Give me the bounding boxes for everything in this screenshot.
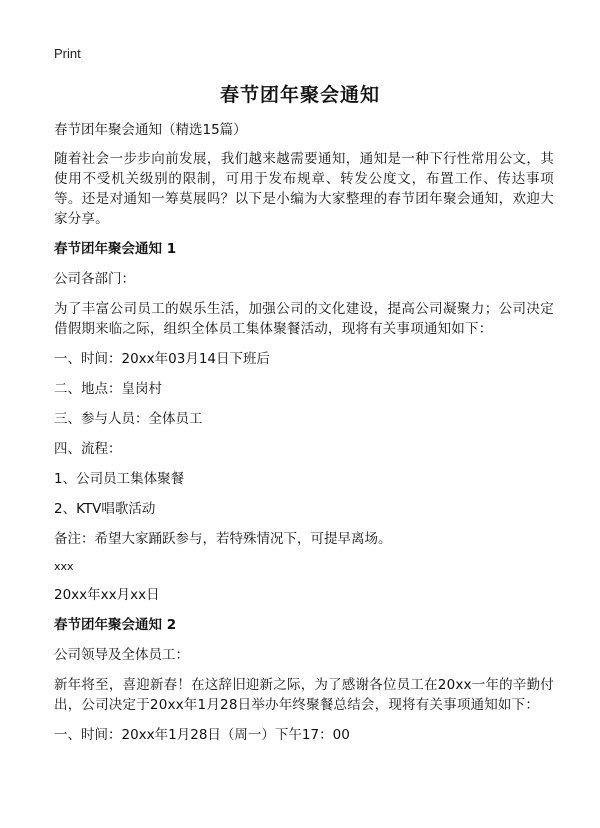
section-1-step-1: 1、公司员工集体聚餐: [54, 471, 185, 487]
section-2-body: 新年将至，喜迎新春！在这辞旧迎新之际，为了感谢各位员工在20xx一年的辛勤付出，公司决定于20xx年1月28日举办年终聚餐总结会，现将有关事项通知如下：: [54, 677, 554, 713]
section-1-place: 二、地点：皇岗村: [54, 381, 162, 397]
section-2-heading: 春节团年聚会通知 2: [54, 617, 177, 633]
section-1-people: 三、参与人员：全体员工: [54, 411, 203, 427]
section-2-time: 一、时间：20xx年1月28日（周一）下午17：00: [54, 727, 350, 743]
print-label: Print: [54, 46, 81, 61]
document-body: [54, 120, 554, 755]
document-title: 春节团年聚会通知: [219, 84, 380, 106]
section-1-note: 备注：希望大家踊跃参与，若特殊情况下，可提早离场。: [54, 531, 392, 547]
section-1-step-2: 2、KTV唱歌活动: [54, 501, 156, 517]
intro-paragraph: 随着社会一步步向前发展，我们越来越需要通知，通知是一种下行性常用公文，其使用不受机关级别的限制，可用于发布规章、转发公度文，布置工作、传达事项等。还是对通知一筹莫展吗？以下是小编为大家整理的春节团年聚会通知，欢迎大家分享。: [54, 151, 554, 227]
section-1-heading: 春节团年聚会通知 1: [54, 241, 177, 257]
section-2-salutation: 公司领导及全体员工：: [54, 647, 189, 663]
section-1-signer: xxx: [54, 560, 74, 573]
section-1-time: 一、时间：20xx年03月14日下班后: [54, 351, 271, 367]
section-1-date: 20xx年xx月xx日: [54, 587, 160, 603]
section-1-salutation: 公司各部门：: [54, 271, 135, 287]
document-subtitle: 春节团年聚会通知（精选15篇）: [54, 122, 247, 138]
section-1-body: 为了丰富公司员工的娱乐生活，加强公司的文化建设，提高公司凝聚力；公司决定借假期来临之际，组织全体员工集体聚餐活动，现将有关事项通知如下：: [54, 301, 554, 337]
section-1-process: 四、流程：: [54, 441, 122, 457]
